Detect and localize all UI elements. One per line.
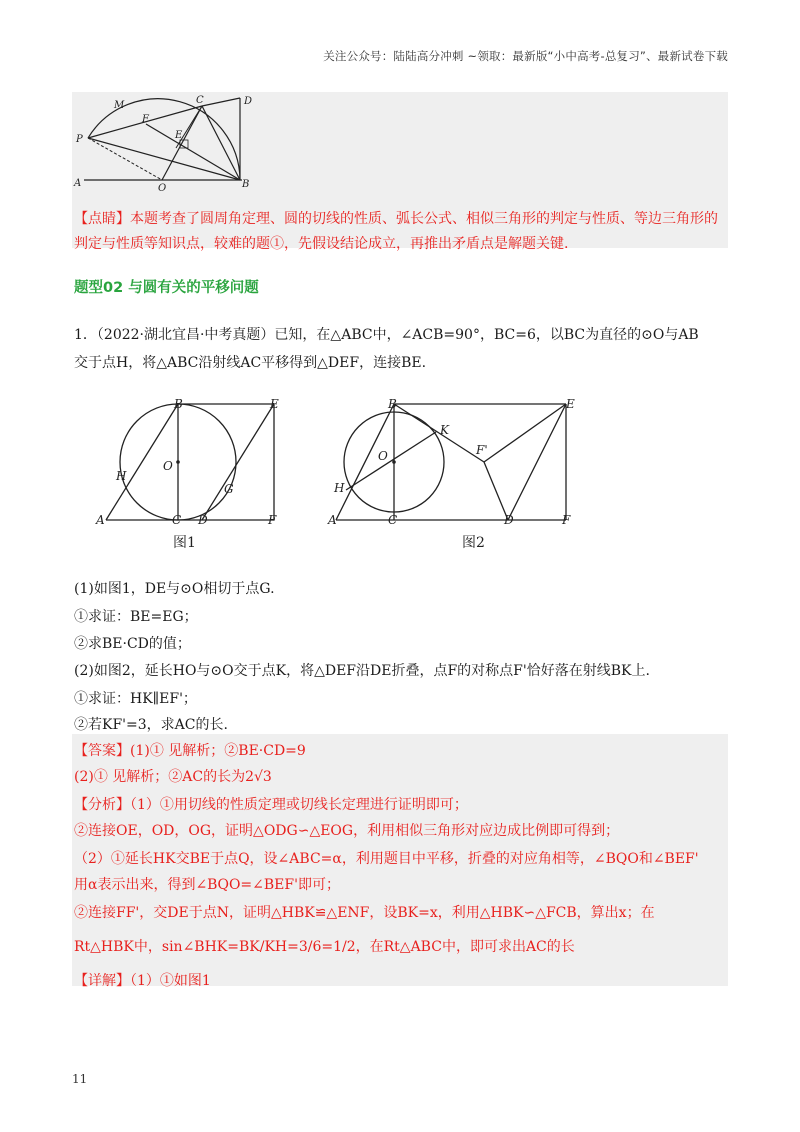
fig2-f: F [562, 513, 571, 527]
fig1-e: E [270, 397, 279, 411]
figure-1 [88, 392, 298, 562]
label-m: M [114, 100, 125, 111]
fig2-e: E [566, 397, 575, 411]
question-2b: ②若KF'=3，求AC的长. [74, 717, 228, 733]
detail-line-1: 【详解】（1）①如图1 [74, 973, 211, 989]
answer-line-2: (2)① 见解析；②AC的长为2√3 [74, 769, 272, 785]
question-2a: ①求证：HK∥EF'； [74, 691, 197, 707]
analysis-line-1: 【分析】（1）①用切线的性质定理或切线长定理进行证明即可； [74, 797, 468, 813]
label-c: C [196, 95, 204, 106]
fig2-d: D [504, 513, 514, 527]
analysis-line-4: 用α表示出来，得到∠BQO=∠BEF'即可； [74, 877, 340, 893]
page-header: 关注公众号：陆陆高分冲刺 ~领取：最新版“小中高考-总复习”、最新试卷下载 [323, 49, 728, 63]
label-f: F [142, 114, 149, 125]
question-1b: ②求BE·CD的值； [74, 636, 191, 652]
analysis-line-2: ②连接OE，OD，OG，证明△ODG∽△EOG，利用相似三角形对应边成比例即可得到； [74, 823, 620, 839]
analysis-line-3: （2）①延长HK交BE于点Q，设∠ABC=α，利用题目中平移，折叠的对应角相等，∠BQO和∠BEF' [74, 851, 699, 867]
problem-line-1: 1．（2022·湖北宜昌·中考真题）已知，在△ABC中，∠ACB=90°，BC=6，以BC为直径的⊙O与AB [74, 327, 699, 343]
figure-2 [322, 392, 592, 562]
fig2-fprime: F' [476, 443, 488, 457]
fig1-d: D [198, 513, 208, 527]
fig2-b: B [388, 397, 397, 411]
fig1-o: O [163, 459, 173, 473]
fig2-h: H [334, 481, 345, 495]
fig2-o: O [378, 449, 388, 463]
fig2-k: K [440, 423, 449, 437]
analysis-line-5: ②连接FF'，交DE于点N，证明△HBK≌△ENF，设BK=x，利用△HBK∽△FCB，算出x；在 [74, 905, 655, 921]
fig2-c: C [388, 513, 398, 527]
question-1: (1)如图1，DE与⊙O相切于点G. [74, 581, 275, 597]
fig1-caption: 图1 [173, 535, 196, 551]
fig1-h: H [116, 469, 127, 483]
fig1-b: B [174, 397, 183, 411]
note-line-1: 【点睛】本题考查了圆周角定理、圆的切线的性质、弧长公式、相似三角形的判定与性质、等边三角形的 [74, 211, 718, 227]
note-line-2: 判定与性质等知识点，较难的题①，先假设结论成立，再推出矛盾点是解题关键. [74, 236, 569, 252]
section-title: 题型02 与圆有关的平移问题 [74, 280, 259, 296]
fig1-f: F [268, 513, 277, 527]
page-number: 11 [72, 1072, 88, 1086]
question-1a: ①求证：BE=EG； [74, 609, 198, 625]
label-o: O [158, 183, 167, 194]
fig1-a: A [96, 513, 105, 527]
answer-line-1: 【答案】(1)① 见解析；②BE·CD=9 [74, 743, 306, 759]
fig2-caption: 图2 [462, 535, 485, 551]
fig1-c: C [172, 513, 182, 527]
top-figure [72, 92, 272, 196]
label-d: D [244, 96, 253, 107]
question-2: (2)如图2，延长HO与⊙O交于点K，将△DEF沿DE折叠，点F的对称点F'恰好落在射线BK上. [74, 663, 650, 679]
fig2-a: A [328, 513, 337, 527]
label-b: B [242, 179, 250, 190]
fig1-g: G [224, 482, 234, 496]
label-p: P [76, 134, 83, 145]
label-e: E [175, 130, 183, 141]
analysis-line-6: Rt△HBK中，sin∠BHK=BK/KH=3/6=1/2，在Rt△ABC中，即可求出AC的长 [74, 939, 575, 955]
problem-line-2: 交于点H，将△ABC沿射线AC平移得到△DEF，连接BE. [74, 355, 427, 371]
label-a: A [74, 178, 82, 189]
